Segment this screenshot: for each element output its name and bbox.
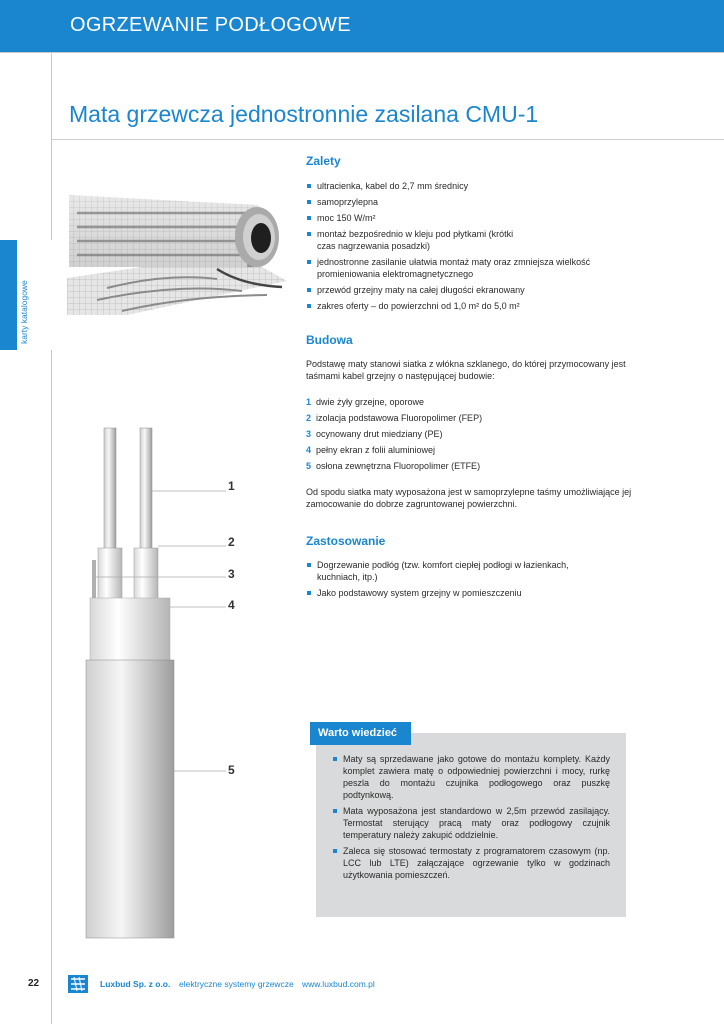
list-item: montaż bezpośrednio w kleju pod płytkami (krótki czas nagrzewania posadzki) <box>306 228 517 252</box>
layer-text: ocynowany drut miedziany (PE) <box>316 429 443 439</box>
info-box-list <box>333 753 610 885</box>
footer-company: Luxbud Sp. z o.o. <box>100 979 171 989</box>
list-item: Dogrzewanie podłóg (tzw. komfort ciepłej podłogi w łazienkach, kuchniach, itp.) <box>306 559 607 583</box>
list-item: zakres oferty – do powierzchni od 1,0 m² do 5,0 m² <box>306 300 646 312</box>
list-item: jednostronne zasilanie ułatwia montaż maty oraz zmniejsza wielkość promieniowania elektromagnetycznego <box>306 256 637 280</box>
margin-line-bottom <box>51 350 52 1024</box>
list-item: przewód grzejny maty na całej długości ekranowany <box>306 284 646 296</box>
list-item: Jako podstawowy system grzejny w pomieszczeniu <box>306 587 646 599</box>
list-item: ultracienka, kabel do 2,7 mm średnicy <box>306 180 646 192</box>
budowa-intro: Podstawę maty stanowi siatka z włókna szklanego, do której przymocowany jest taśmami kabel grzejny o następującej budowie: <box>306 359 626 381</box>
company-logo-icon <box>68 975 88 993</box>
cable-label-5: 5 <box>228 763 235 777</box>
margin-line-top <box>51 53 52 240</box>
layer-text: izolacja podstawowa Fluoropolimer (FEP) <box>316 413 483 423</box>
info-box-heading: Warto wiedzieć <box>318 727 398 739</box>
list-item: samoprzylepna <box>306 196 646 208</box>
layer-text: pełny ekran z folii aluminiowej <box>316 445 436 455</box>
layer-number: 3 <box>306 429 312 439</box>
layer-item <box>306 428 482 440</box>
layer-number: 2 <box>306 413 312 423</box>
layer-item <box>306 444 482 456</box>
zastosowanie-list <box>306 559 646 603</box>
heating-mat-image <box>67 183 287 315</box>
header-accent-block <box>0 0 52 52</box>
list-item: moc 150 W/m² <box>306 212 646 224</box>
cable-label-4: 4 <box>228 598 235 612</box>
info-box-tab <box>310 722 411 745</box>
budowa-outro: Od spodu siatka maty wyposażona jest w samoprzylepne taśmy umożliwiające jej zamocowanie do dobrze zagruntowanej powierzchni. <box>306 487 632 509</box>
page-number: 22 <box>28 978 40 989</box>
section-heading-zastosowanie: Zastosowanie <box>306 534 386 548</box>
title-rule <box>52 139 724 140</box>
footer-url-link[interactable]: www.luxbud.com.pl <box>302 979 375 989</box>
header-category: OGRZEWANIE PODŁOGOWE <box>70 14 351 36</box>
zalety-list <box>306 180 646 316</box>
layer-number: 1 <box>306 397 312 407</box>
layer-item <box>306 460 482 472</box>
list-item: Mata wyposażona jest standardowo w 2,5m przewód zasilający. Termostat sterujący pracą maty oraz podłogowy czujnik temperatury należy zakupić oddzielnie. <box>333 805 610 841</box>
list-item: Zaleca się stosować termostaty z programatorem czasowym (np. LCC lub LTE) załączające ogrzewanie tylko w godzinach użytkowania pomieszczeń. <box>333 845 610 881</box>
side-tab-label: karty katalogowe <box>19 280 29 344</box>
list-item: Maty są sprzedawane jako gotowe do montażu komplety. Każdy komplet zawiera matę o odpowiedniej powierzchni i mocy, rurkę peszla do montażu czujnika podłogowego oraz puszkę podtynkową. <box>333 753 610 801</box>
layer-number: 4 <box>306 445 312 455</box>
section-heading-zalety: Zalety <box>306 154 341 168</box>
header-rule <box>0 52 724 53</box>
cable-label-3: 3 <box>228 567 235 581</box>
section-heading-budowa: Budowa <box>306 333 353 347</box>
layer-text: osłona zewnętrzna Fluoropolimer (ETFE) <box>316 461 481 471</box>
cable-structure-image <box>60 420 290 940</box>
cable-label-1: 1 <box>228 479 235 493</box>
side-tab <box>0 240 17 350</box>
budowa-layers-list <box>306 396 482 476</box>
layer-number: 5 <box>306 461 312 471</box>
cable-label-2: 2 <box>228 535 235 549</box>
layer-text: dwie żyły grzejne, oporowe <box>316 397 425 407</box>
footer-description: elektryczne systemy grzewcze <box>179 979 294 989</box>
layer-item <box>306 396 482 408</box>
page-title: Mata grzewcza jednostronnie zasilana CMU-1 <box>69 101 539 127</box>
layer-item <box>306 412 482 424</box>
